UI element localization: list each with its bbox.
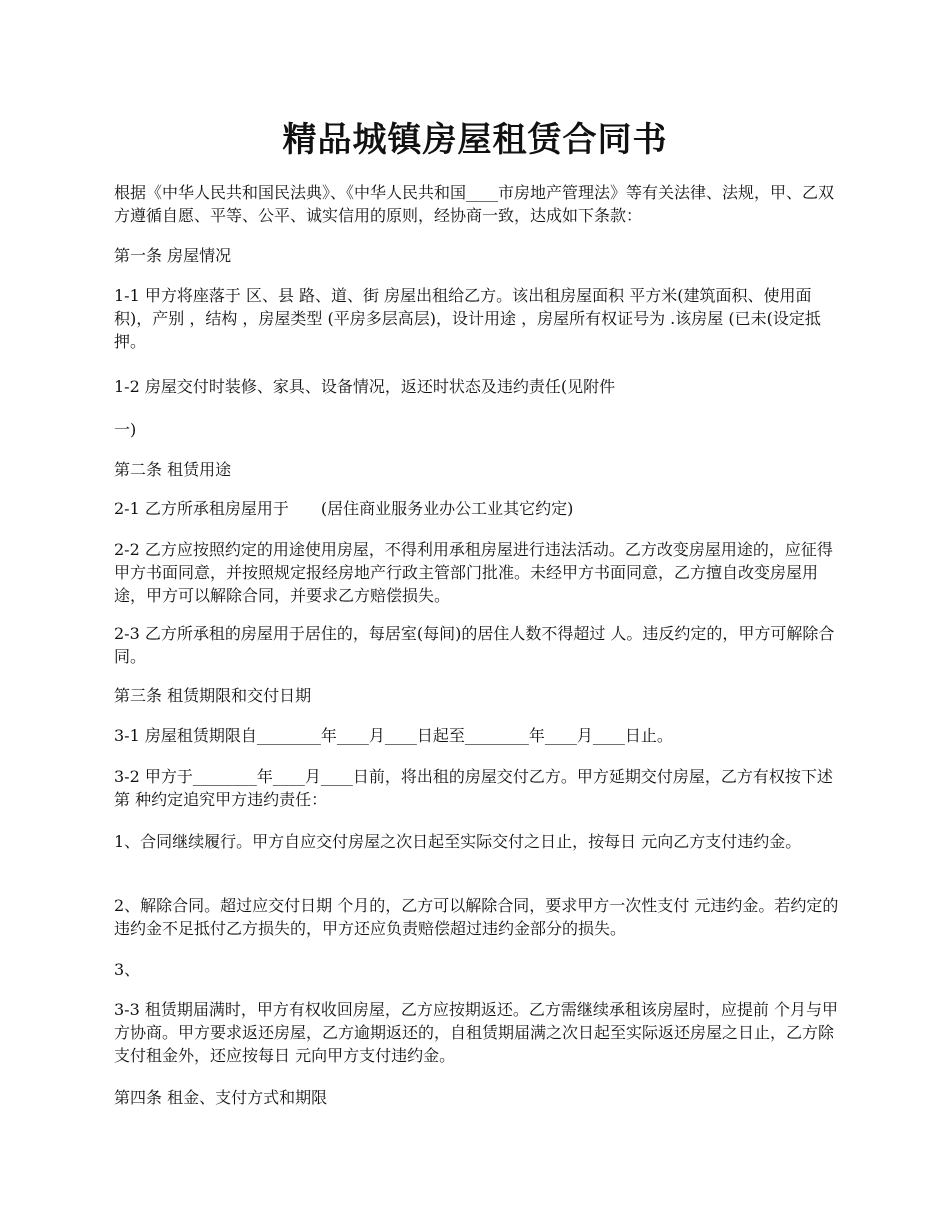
clause-2-2: 2-2 乙方应按照约定的用途使用房屋，不得利用承租房屋进行违法活动。乙方改变房屋用途的，应征得甲方书面同意，并按照规定报经房地产行政主管部门批准。未经甲方书面同意，乙方擅自改变房屋用途，甲方可以解除合同，并要求乙方赔偿损失。 [114,540,833,605]
intro-paragraph: 根据《中华人民共和国民法典》、《中华人民共和国____市房地产管理法》等有关法律、法规，甲、乙双方遵循自愿、平等、公平、诚实信用的原则，经协商一致，达成如下条款： [114,183,835,225]
article-1-heading: 第一条 房屋情况 [114,246,232,265]
article-4-heading: 第四条 租金、支付方式和期限 [114,1088,328,1107]
article-2-heading: 第二条 租赁用途 [114,460,232,479]
clause-2-3: 2-3 乙方所承租的房屋用于居住的，每居室(每间)的居住人数不得超过 人。违反约定的，甲方可解除合同。 [114,624,835,666]
clause-3-2: 3-2 甲方于________年____月____日前，将出租的房屋交付乙方。甲方延期交付房屋，乙方有权按下述第 种约定追究甲方违约责任： [114,767,833,809]
clause-3-1: 3-1 房屋租赁期限自________年____月____日起至________年____月____日止。 [114,726,673,745]
option-1: 1、合同继续履行。甲方自应交付房屋之次日起至实际交付之日止，按每日 元向乙方支付违约金。 [114,832,802,851]
option-3: 3、 [114,960,141,979]
document-title: 精品城镇房屋租赁合同书 [282,120,668,160]
clause-1-2-continued: 一) [114,420,137,439]
article-3-heading: 第三条 租赁期限和交付日期 [114,686,312,705]
clause-2-1: 2-1 乙方所承租房屋用于 (居住商业服务业办公工业其它约定) [114,499,574,518]
clause-1-1: 1-1 甲方将座落于 区、县 路、道、街 房屋出租给乙方。该出租房屋面积 平方米(建筑面积、使用面积)，产别 ，结构 ，房屋类型 (平房多层高层)，设计用途 ，房屋所有权证号为 .该房屋 (已未(设定抵押。 [114,286,821,351]
clause-3-3: 3-3 租赁期届满时，甲方有权收回房屋，乙方应按期返还。乙方需继续承租该房屋时，应提前 个月与甲方协商。甲方要求返还房屋，乙方逾期返还的，自租赁期届满之次日起至实际返还房屋之日止，乙方除支付租金外，还应按每日 元向甲方支付违约金。 [114,1000,838,1065]
option-2: 2、解除合同。超过应交付日期 个月的，乙方可以解除合同，要求甲方一次性支付 元违约金。若约定的违约金不足抵付乙方损失的，甲方还应负责赔偿超过违约金部分的损失。 [114,896,839,938]
clause-1-2: 1-2 房屋交付时装修、家具、设备情况，返还时状态及违约责任(见附件 [114,377,616,396]
